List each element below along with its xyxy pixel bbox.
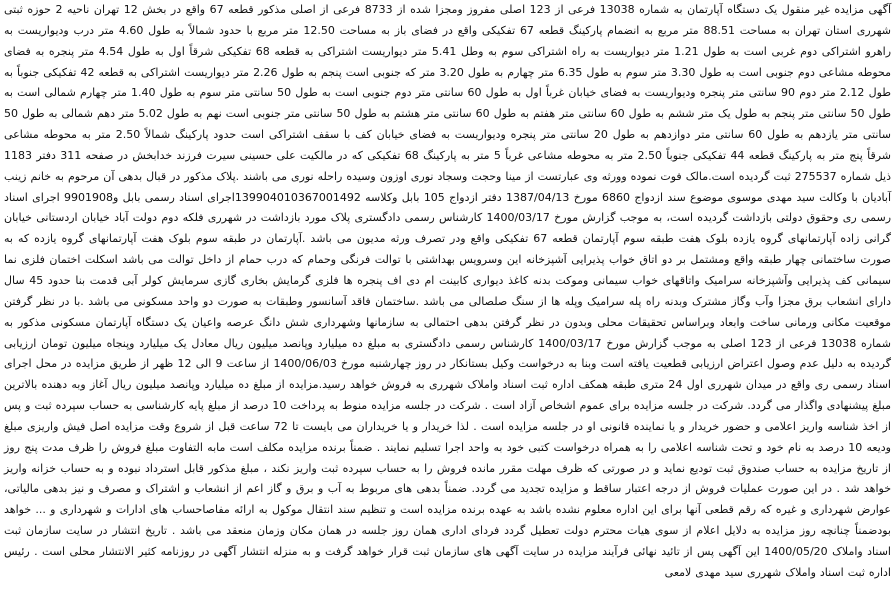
auction-notice-text: آگهی مزایده غیر منقول یک دستگاه آپارتمان به شماره 13038 فرعی از 123 اصلی مفروز ومجزا شده از 8733 فرعی از اصلی مذکور قطعه 67 واقع در بخش 12 تهران ناحیه 2 حوزه ثبتی شهرری استان تهران به مساحت 88.51 متر مربع به انضمام پارکینگ قطعه 67 تفکیکی واقع در فضای باز به مساحت 12.50 متر مربع با حدود شمالاً به طول 4.60 متر درب ودیواریست به راهرو اشتراکی دوم غربی است به طول 1.21 متر دیواریست به راه اشتراکی سوم به وطل 5.41 متر دیواریست اشتراکی به قطعه 68 تفکیکی شرقاً اول به طول 4.54 متر پنجره به فضای محوطه مشاعی دوم جنوبی است به طول 3.30 متر سوم به طول 6.35 متر چهارم به طول 3.20 متر که جنوبی است پنجم به طول 2.26 متر دیواریست اشتراکی به قطعه 42 تفکیکی جنوباً به طول 2.12 متر دوم 90 سانتی متر پنجره ودیواریست به فضای خیابان غرباً اول به طول 60 سانتی متر دوم جنوبی است به طول 50 سانتی متر سوم به طول 1.40 متر چهارم شمالی است به طول 50 سانتی متر پنجم به طول یک متر ششم به طول 60 سانتی متر هفتم به طول 60 سانتی متر هشتم به طول 50 سانتی متر جنوبی است نهم به طول 5.02 متر دهم شمالی به طول 50 سانتی متر یازدهم به طول 60 سانتی متر دوازدهم به طول 20 سانتی متر پنجره ودیواریست به فضای خیابان کف با سقف اشتراکی است حدود پارکینگ شمالاً 2.50 متر به محوطه مشاعی شرقاً پنج متر به پارکینگ قطعه 44 تفکیکی جنوباً 2.50 متر به محوطه مشاعی غرباً 5 متر به پارکینگ 68 تفکیکی که در مالکیت علی حسینی سیرت فرزند خدابخش در صفحه 311 دفتر 1183 ذیل شماره 275537 ثبت گردیده است.مالک فوت نموده وورثه وی عبارتست از مینا وحجت وسجاد نوری اوزون وسیده راحله نوری می باشند .پلاک مذکور در قبال بدهی آن مرحوم به خانم زینب آبادیان با وکالت سید مهدی موسوی موضوع سند ازدواج 6860 مورخ 1387/04/13 دفتر ازدواج 105 بابل وکلاسه 139904010367001492اجرای اسناد رسمی بابل و9901908 اجرای اسناد رسمی ری وحقوق دولتی بازداشت گردیده است، به موجب گزارش مورخ 1400/03/17 کارشناس رسمی دادگستری پلاک مورد بازداشت در شهرری فلکه دوم دولت آباد خیابان اردستانی خیابان گرانی زاده آپارتمانهای گروه یازده بلوک هفت طبقه سوم آپارتمان قطعه 67 تفکیکی واقع ودر تصرف ورثه مدیون می باشد .آپارتمان در طبقه سوم بلوک هفت آپارتمانهای گروه یازده که به صورت ساختمانی چهار طبقه واقع ومشتمل بر دو اتاق خواب پذیرایی آشپزخانه این وسرویس بهداشتی با توالت فرنگی وحمام که درب حمام از داخل توالت می باشد اسکلت اختمان فلزی نما سیمانی کف پذیرایی وآشپزخانه سرامیک واتاقهای خواب سیمانی وموکت بدنه کاغذ دیواری کابینت ام دی اف پنجره ها فلزی گرمایش بخاری گازی سرمایش کولر آبی قدمت بنا حدود 45 سال دارای انشعاب برق مجزا وآب وگاز مشترک وبدنه راه پله سرامیک وپله ها از سنگ صلصالی می باشد .ساختمان فاقد آسانسور وطبقات به صورت دو واحد مسکونی می باشد .با در نظر گرفتن موقعیت مکانی ورمانی ساخت وابعاد وبراساس تحقیقات محلی وبدون در نظر گرفتن بدهی احتمالی به سازمانها وشهرداری شش دانگ عرصه واعیان یک دستگاه آپارتمان مسکونی مذکور به شماره 13038 فرعی از 123 اصلی به موجب گزارش مورخ 1400/03/17 کارشناس رسمی دادگستری به مبلغ ده میلیارد وپانصد میلیون ریال معادل یک میلیارد وپنجاه میلیون تومان ارزیابی گردیده به دلیل عدم وصول اعتراض ارزیابی قطعیت یافته است وبنا به درخواست وکیل بستانکار در روز چهارشنبه مورخ 1400/06/03 از ساعت 9 الی 12 ظهر از طریق مزایده در محل اجرای اسناد رسمی ری واقع در میدان شهرری اول 24 متری طبقه همکف اداره ثبت اسناد واملاک شهرری به فروش خواهد رسید.مزایده از مبلغ ده میلیارد وپانصد میلیون ریال آغاز وبه دهنده بالاترین مبلغ پیشنهادی واگذار می گردد. شرکت در جلسه مزایده برای عموم اشخاص آزاد است . شرکت در جلسه مزایده منوط به پرداخت 10 درصد از مبلغ پایه کارشناسی به حساب سپرده ثبت و پس از اخذ شناسه واریز اعلامی و حضور خریدار و یا نماینده قانونی او در جلسه مزایده است . لذا خریدار و یا خریداران می بایست تا 72 ساعت قبل از شروع وقت مزایده اصل فیش واریزی مبلغ ودیعه 10 درصد به نام خود و تحت شناسه اعلامی را به همراه درخواست کتبی خود به واحد اجرا تسلیم نمایند . ضمناً برنده مزایده مکلف است مابه التفاوت مبلغ فروش را ظرف مدت پنج روز از تاریخ مزایده به حساب صندوق ثبت تودیع نماید و در صورتی که ظرف مهلت مقرر مانده فروش را به حساب سپرده ثبت واریز نکند ، مبلغ مذکور قابل استرداد نبوده و به حساب خزانه واریز خواهد شد . در این صورت عملیات فروش از درجه اعتبار ساقط و مزایده تجدید می گردد. ضمناً بدهی های مربوط به آب و برق و گاز اعم از انشعاب و اشتراک و مصرف و نیز بدهی مالیاتی، عوارض شهرداری و غیره که رقم قطعی آنها برای این اداره معلوم نشده باشد به عهده برنده مزایده است و تنظیم سند انتقال موکول به ارائه مفاصاحساب های ادارات و شهرداری و ... خواهد بودضمناً چنانچه روز مزایده به دلایل اعلام از سوی هیات محترم دولت تعطیل گردد فردای اداری همان روز جلسه در همان مکان وزمان منعقد می باشد . تاریخ انتشار در سایت سازمان ثبت اسناد واملاک 1400/05/20 این آگهی پس از تائید نهائی فرآیند مزایده در سایت آگهی های سازمان ثبت قرار خواهد گرفت و به منزله انتشار آگهی در روزنامه کثیر الانتشار محلی است . رئیس اداره ثبت اسناد واملاک شهرری سید مهدی لامعی — [4, 3, 892, 579]
